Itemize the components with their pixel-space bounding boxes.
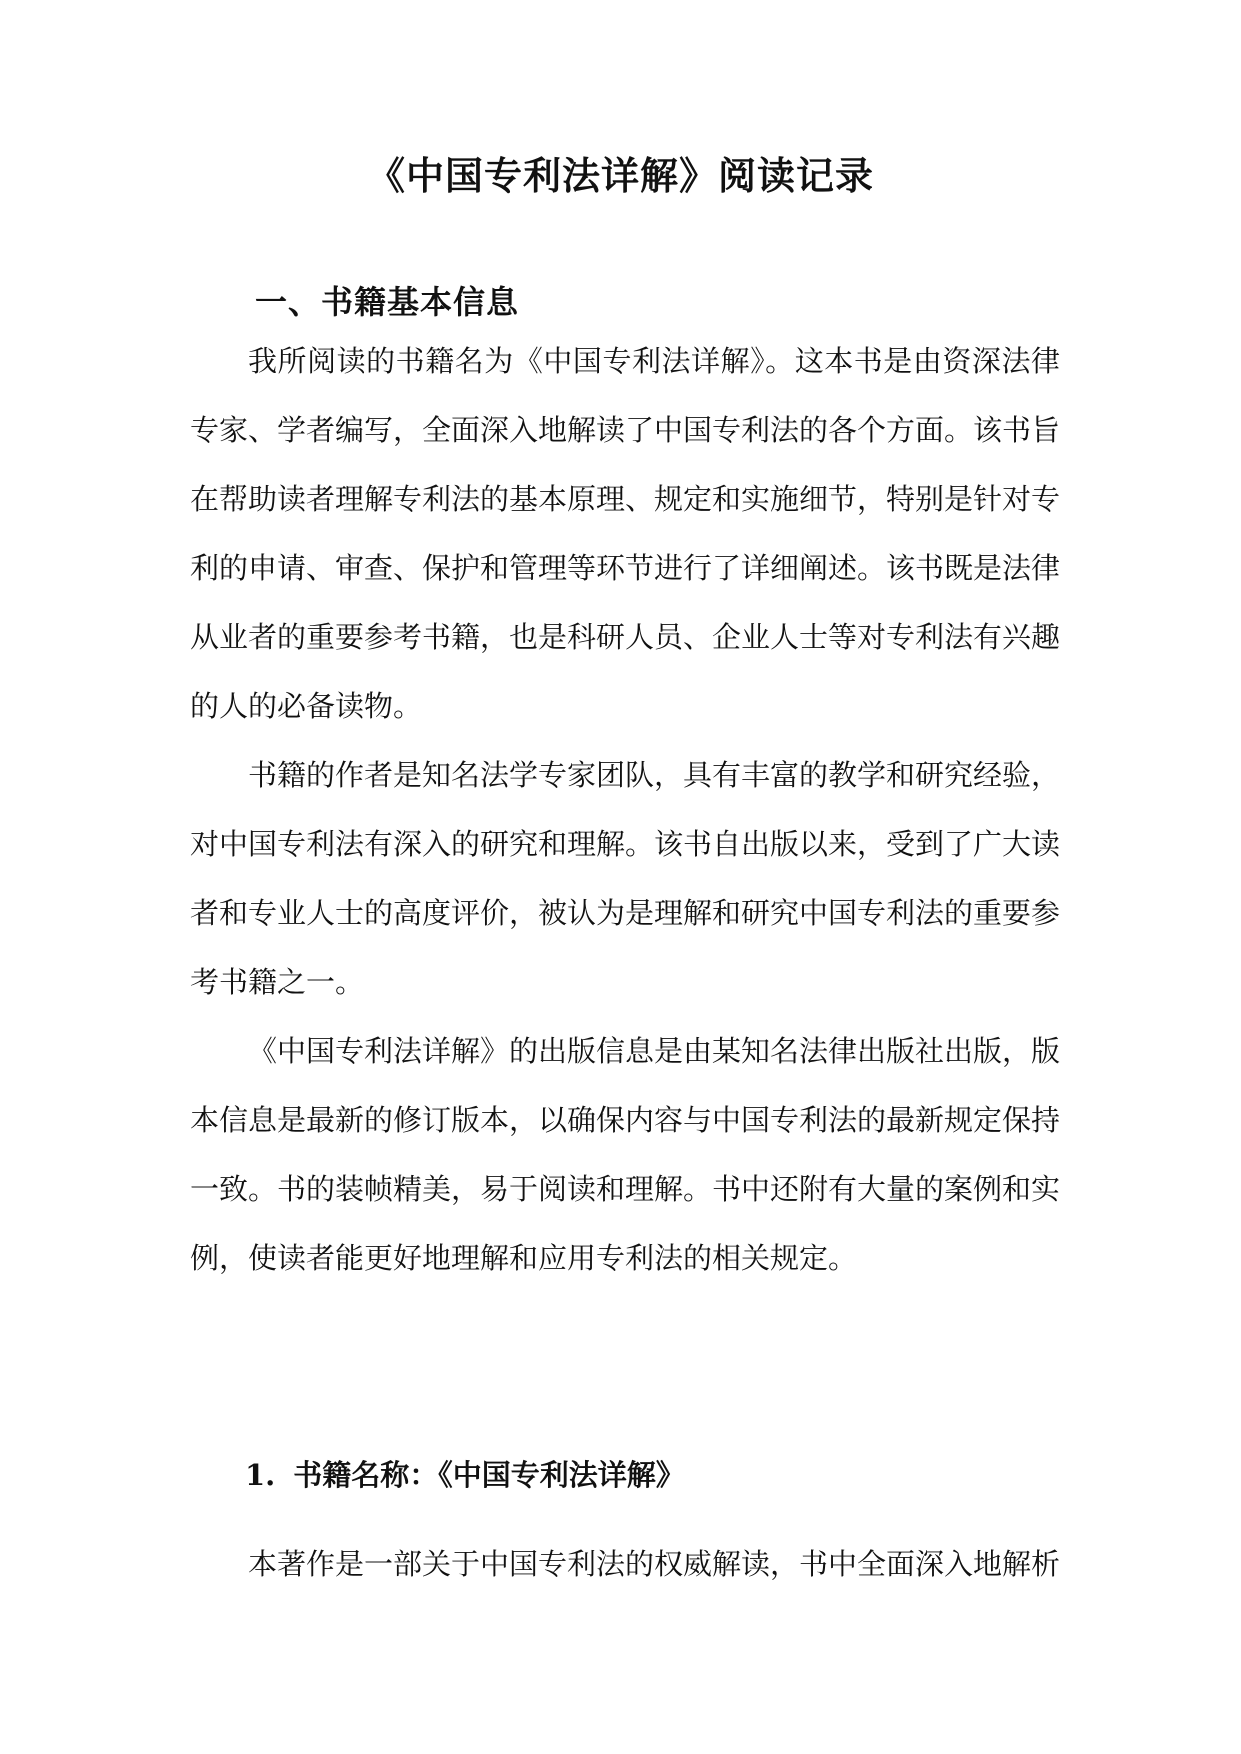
document-title: 《中国专利法详解》阅读记录	[366, 153, 874, 198]
section-body-book-info	[190, 327, 1060, 1293]
paragraph-book-intro: 我所阅读的书籍名为《中国专利法详解》。这本书是由资深法律专家、学者编写，全面深入地解读了中国专利法的各个方面。该书旨在帮助读者理解专利法的基本原理、规定和实施细节，特别是针对专利的申请、审查、保护和管理等环节进行了详细阐述。该书既是法律从业者的重要参考书籍，也是科研人员、企业人士等对专利法有兴趣的人的必备读物。	[190, 344, 1061, 723]
paragraph-book-author: 书籍的作者是知名法学专家团队，具有丰富的教学和研究经验，对中国专利法有深入的研究和理解。该书自出版以来，受到了广大读者和专业人士的高度评价，被认为是理解和研究中国专利法的重要参考书籍之一。	[190, 758, 1061, 999]
section-heading-book-info: 一、书籍基本信息	[255, 283, 520, 321]
paragraph-book-publication: 《中国专利法详解》的出版信息是由某知名法律出版社出版，版本信息是最新的修订版本，以确保内容与中国专利法的最新规定保持一致。书的装帧精美，易于阅读和理解。书中还附有大量的案例和实例，使读者能更好地理解和应用专利法的相关规定。	[190, 1034, 1061, 1275]
paragraph-book-name-desc: 本著作是一部关于中国专利法的权威解读，书中全面深入地解析	[248, 1547, 1061, 1581]
subsection-body-book-name	[190, 1530, 1060, 1599]
subsection-number: 1.	[245, 1458, 276, 1492]
subsection-title: 书籍名称：《中国专利法详解》	[293, 1458, 685, 1492]
subsection-heading-book-name	[245, 1451, 685, 1499]
